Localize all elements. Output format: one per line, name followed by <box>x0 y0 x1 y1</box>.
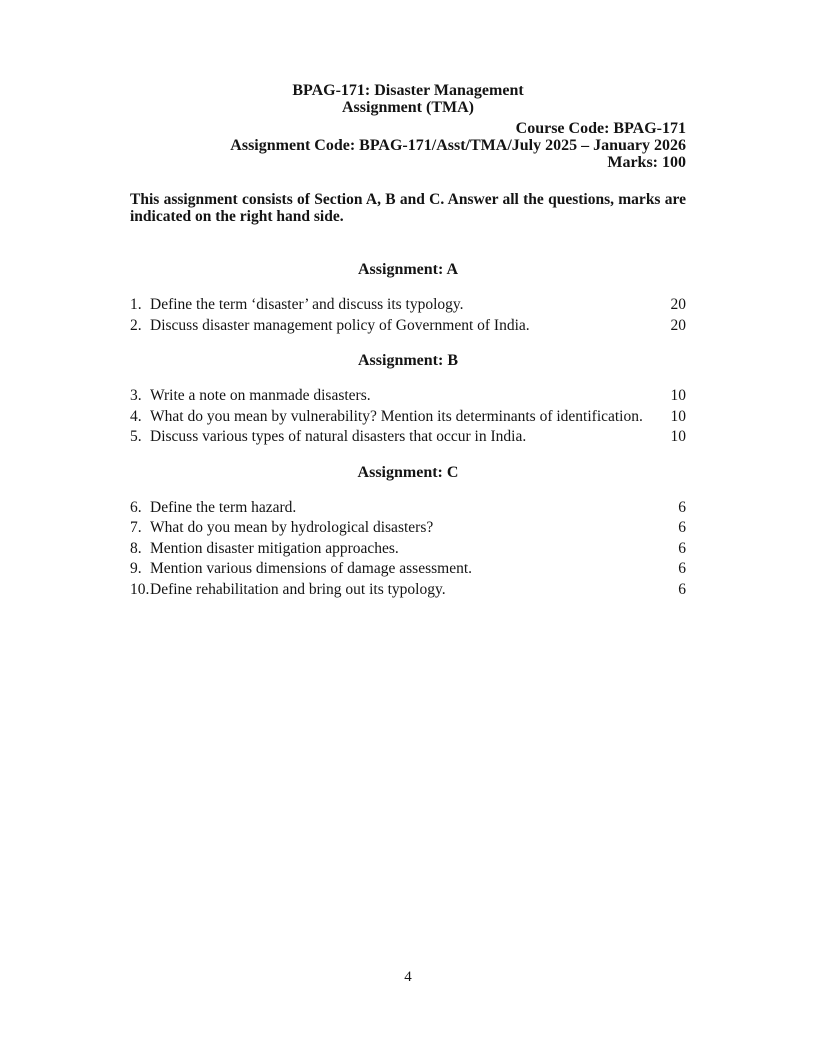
question-text: What do you mean by vulnerability? Mention its determinants of identification. <box>150 407 643 425</box>
question-marks: 10 <box>670 428 686 445</box>
question-row-8 <box>130 539 686 560</box>
question-number: 6. <box>130 498 142 516</box>
question-text: What do you mean by hydrological disasters? <box>150 519 434 536</box>
question-marks: 10 <box>670 407 686 425</box>
question-row-3 <box>130 386 686 407</box>
question-marks: 6 <box>678 519 686 536</box>
question-number: 10. <box>130 580 150 598</box>
question-list-c <box>130 498 686 601</box>
question-row-9 <box>130 559 686 580</box>
page-number: 4 <box>404 969 412 985</box>
question-row-1 <box>130 295 686 316</box>
question-text: Define the term ‘disaster’ and discuss its typology. <box>150 296 464 313</box>
assignment-code-line: Assignment Code: BPAG-171/Asst/TMA/July 2025 – January 2026 <box>230 137 686 154</box>
question-marks: 6 <box>678 560 686 577</box>
question-number: 9. <box>130 560 142 577</box>
question-row-5 <box>130 427 686 448</box>
question-text: Write a note on manmade disasters. <box>150 387 371 404</box>
question-text: Mention disaster mitigation approaches. <box>150 539 399 557</box>
question-marks: 20 <box>670 316 686 334</box>
question-marks: 10 <box>670 387 686 404</box>
question-number: 2. <box>130 316 142 334</box>
question-number: 3. <box>130 387 142 404</box>
question-marks: 20 <box>670 296 686 313</box>
question-text: Define the term hazard. <box>150 498 297 516</box>
section-heading-b: Assignment: B <box>357 352 458 369</box>
section-heading-c: Assignment: C <box>357 463 459 481</box>
question-marks: 6 <box>678 498 686 516</box>
question-number: 5. <box>130 428 142 445</box>
question-row-10 <box>130 580 686 601</box>
question-number: 8. <box>130 539 142 557</box>
document-title <box>130 82 686 116</box>
question-text: Discuss disaster management policy of Government of India. <box>150 316 530 334</box>
question-number: 7. <box>130 519 142 536</box>
total-marks-line: Marks: 100 <box>607 154 686 171</box>
question-text: Define rehabilitation and bring out its typology. <box>150 580 446 598</box>
title-line-assignment-type: Assignment (TMA) <box>342 99 474 116</box>
document-content <box>130 0 686 600</box>
question-list-a <box>130 295 686 336</box>
question-text: Mention various dimensions of damage assessment. <box>150 560 473 577</box>
question-number: 1. <box>130 296 142 313</box>
question-text: Discuss various types of natural disasters that occur in India. <box>150 428 527 445</box>
question-row-4 <box>130 407 686 428</box>
section-heading-a: Assignment: A <box>357 261 458 278</box>
question-marks: 6 <box>678 539 686 557</box>
instructions-paragraph: This assignment consists of Section A, B and C. Answer all the questions, marks are indicated on the right hand side. <box>130 191 686 225</box>
question-marks: 6 <box>678 580 686 598</box>
question-number: 4. <box>130 407 142 425</box>
course-meta-block <box>130 120 686 171</box>
question-row-7 <box>130 518 686 539</box>
question-list-b <box>130 386 686 448</box>
course-code-line: Course Code: BPAG-171 <box>515 120 686 137</box>
question-row-2 <box>130 316 686 337</box>
title-line-course: BPAG-171: Disaster Management <box>292 82 524 99</box>
question-row-6 <box>130 498 686 519</box>
